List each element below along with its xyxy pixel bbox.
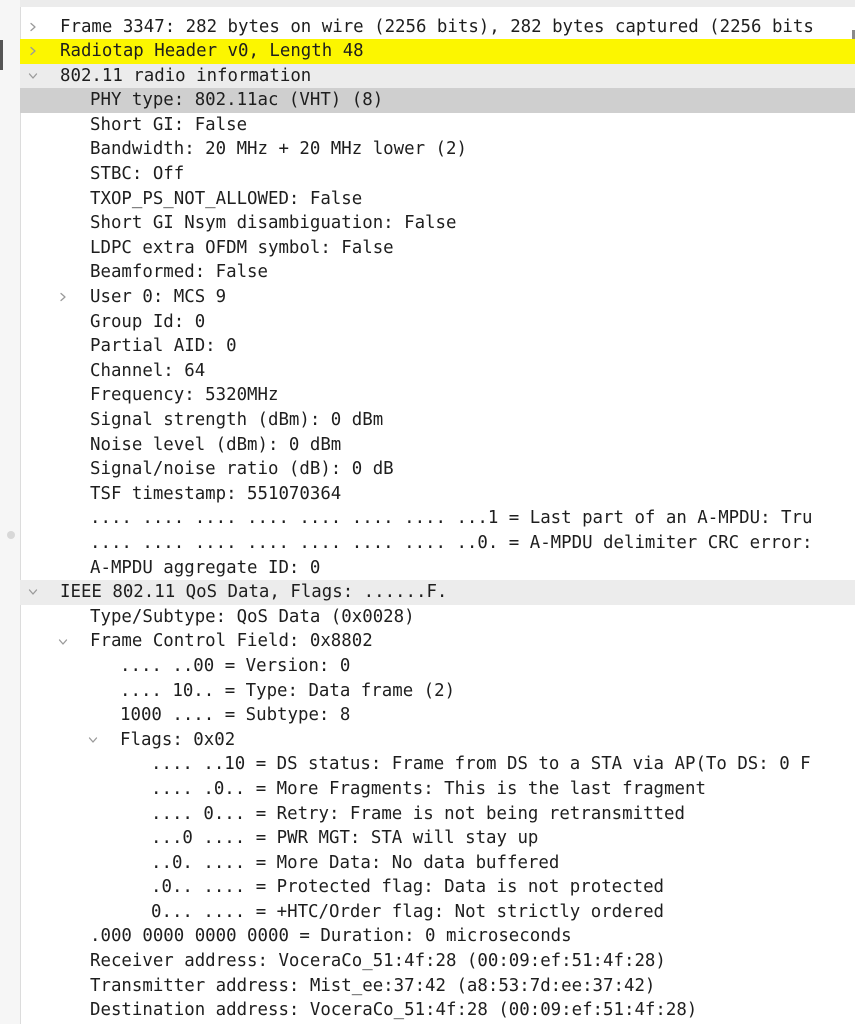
tree-row-label: Beamformed: False	[90, 262, 268, 283]
tree-leaf-row[interactable]	[20, 851, 855, 876]
tree-row-label: ...0 .... = PWR MGT: STA will stay up	[151, 828, 539, 849]
tree-leaf-row[interactable]	[20, 506, 855, 531]
tree-row-label: .... .... .... .... .... .... .... ...1 = Last part of an A-MPDU: Tru	[90, 508, 813, 529]
tree-row-label: Signal strength (dBm): 0 dBm	[90, 410, 384, 430]
tree-row-label: .... .... .... .... .... .... .... ..0. = A-MPDU delimiter CRC error:	[90, 532, 813, 553]
tree-leaf-row[interactable]	[20, 433, 855, 458]
tree-row-label: Frame 3347: 282 bytes on wire (2256 bits), 282 bytes captured (2256 bits	[60, 16, 814, 37]
tree-row-label: Signal/noise ratio (dB): 0 dB	[90, 459, 394, 480]
tree-row-label: Short GI: False	[90, 114, 248, 135]
tree-leaf-row[interactable]	[20, 211, 855, 236]
tree-row-label: 0... .... = +HTC/Order flag: Not strictly ordered	[151, 901, 665, 922]
packet-details-tree	[20, 15, 855, 1023]
tree-row-label: Radiotap Header v0, Length 48	[60, 41, 364, 62]
tree-branch-row[interactable]	[20, 580, 855, 605]
tree-row-label: LDPC extra OFDM symbol: False	[90, 237, 394, 258]
tree-branch-row[interactable]	[20, 15, 855, 40]
tree-leaf-row[interactable]	[20, 924, 855, 949]
tree-row-label: .... 10.. = Type: Data frame (2)	[120, 680, 456, 701]
tree-row-label: 1000 .... = Subtype: 8	[120, 705, 351, 726]
tree-row-label: A-MPDU aggregate ID: 0	[90, 557, 321, 578]
tree-leaf-row[interactable]	[20, 383, 855, 408]
tree-row-label: .000 0000 0000 0000 = Duration: 0 microseconds	[90, 926, 572, 947]
tree-leaf-row[interactable]	[20, 334, 855, 359]
tree-leaf-row[interactable]	[20, 605, 855, 630]
tree-leaf-row[interactable]	[20, 875, 855, 900]
tree-row-label: Frame Control Field: 0x8802	[90, 631, 373, 652]
tree-leaf-row[interactable]	[20, 359, 855, 384]
tree-leaf-row[interactable]	[20, 113, 855, 138]
tree-row-label: .... ..00 = Version: 0	[120, 655, 351, 676]
tree-leaf-row[interactable]	[20, 949, 855, 974]
tree-row-label: Partial AID: 0	[90, 336, 237, 357]
chevron-down-icon[interactable]	[26, 580, 40, 605]
tree-leaf-row[interactable]	[20, 826, 855, 851]
tree-leaf-row[interactable]	[20, 679, 855, 704]
tree-leaf-row[interactable]	[20, 236, 855, 261]
column-header-strip	[20, 0, 855, 7]
pane-resize-handle[interactable]	[7, 531, 15, 539]
tree-leaf-row[interactable]	[20, 408, 855, 433]
tree-leaf-row[interactable]	[20, 310, 855, 335]
tree-leaf-row[interactable]	[20, 974, 855, 999]
tree-row-label: TXOP_PS_NOT_ALLOWED: False	[90, 188, 363, 209]
tree-row-label: .... .0.. = More Fragments: This is the last fragment	[151, 778, 706, 799]
tree-row-label: Channel: 64	[90, 360, 206, 381]
tree-row-label: TSF timestamp: 551070364	[90, 483, 342, 504]
tree-row-label: Type/Subtype: QoS Data (0x0028)	[90, 606, 415, 627]
gutter-marker	[0, 40, 3, 70]
tree-leaf-row[interactable]	[20, 457, 855, 482]
tree-row-label: PHY type: 802.11ac (VHT) (8)	[90, 90, 384, 111]
tree-row-label: 802.11 radio information	[60, 65, 312, 86]
tree-row-label: User 0: MCS 9	[90, 287, 227, 308]
tree-leaf-row[interactable]	[20, 556, 855, 581]
tree-leaf-row[interactable]	[20, 260, 855, 285]
tree-branch-row[interactable]	[20, 64, 855, 89]
tree-leaf-row[interactable]	[20, 777, 855, 802]
tree-branch-row[interactable]	[20, 629, 855, 654]
tree-row-label: Transmitter address: Mist_ee:37:42 (a8:53:7d:ee:37:42)	[90, 975, 656, 996]
tree-leaf-row[interactable]	[20, 531, 855, 556]
tree-row-label: Noise level (dBm): 0 dBm	[90, 434, 342, 455]
tree-leaf-row[interactable]	[20, 137, 855, 162]
tree-row-label: Short GI Nsym disambiguation: False	[90, 213, 457, 234]
tree-leaf-row[interactable]	[20, 482, 855, 507]
tree-row-label: .... 0... = Retry: Frame is not being retransmitted	[151, 803, 685, 824]
tree-row-label: Flags: 0x02	[120, 729, 236, 750]
tree-branch-row[interactable]	[20, 285, 855, 310]
tree-leaf-row[interactable]	[20, 88, 855, 113]
chevron-down-icon[interactable]	[56, 629, 70, 654]
tree-row-label: STBC: Off	[90, 164, 185, 185]
tree-row-label: Group Id: 0	[90, 311, 206, 332]
tree-leaf-row[interactable]	[20, 802, 855, 827]
chevron-down-icon[interactable]	[26, 64, 40, 89]
tree-leaf-row[interactable]	[20, 187, 855, 212]
tree-leaf-row[interactable]	[20, 654, 855, 679]
tree-row-label: Destination address: VoceraCo_51:4f:28 (00:09:ef:51:4f:28)	[90, 1000, 698, 1021]
tree-row-label: IEEE 802.11 QoS Data, Flags: ......F.	[60, 582, 448, 603]
tree-branch-row[interactable]	[20, 39, 855, 64]
left-gutter	[0, 0, 21, 1024]
tree-row-label: .0.. .... = Protected flag: Data is not protected	[151, 877, 665, 898]
chevron-right-icon[interactable]	[26, 39, 40, 64]
tree-leaf-row[interactable]	[20, 703, 855, 728]
tree-branch-row[interactable]	[20, 728, 855, 753]
tree-row-label: Bandwidth: 20 MHz + 20 MHz lower (2)	[90, 139, 467, 160]
tree-row-label: .... ..10 = DS status: Frame from DS to a STA via AP(To DS: 0 F	[151, 754, 811, 775]
tree-row-label: Receiver address: VoceraCo_51:4f:28 (00:09:ef:51:4f:28)	[90, 951, 666, 972]
tree-row-label: Frequency: 5320MHz	[90, 385, 279, 406]
tree-leaf-row[interactable]	[20, 998, 855, 1023]
tree-row-label: ..0. .... = More Data: No data buffered	[151, 852, 560, 873]
tree-leaf-row[interactable]	[20, 900, 855, 925]
tree-leaf-row[interactable]	[20, 162, 855, 187]
chevron-down-icon[interactable]	[86, 728, 100, 753]
chevron-right-icon[interactable]	[56, 285, 70, 310]
chevron-right-icon[interactable]	[26, 15, 40, 40]
tree-leaf-row[interactable]	[20, 752, 855, 777]
